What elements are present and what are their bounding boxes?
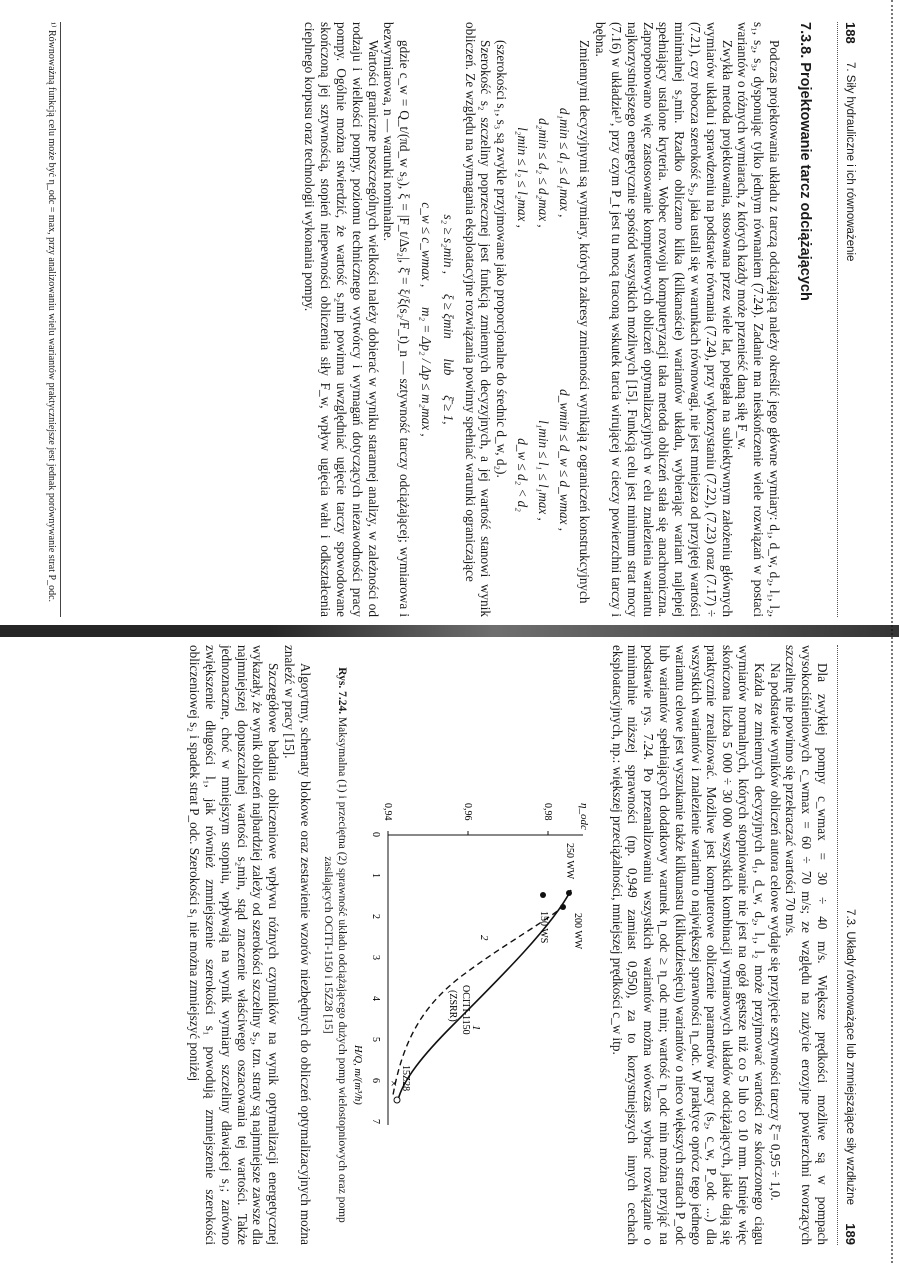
y-axis-label: η_odc	[577, 803, 590, 830]
curve-label: 150 WS	[537, 911, 549, 944]
y-tick-label: 0,98	[541, 803, 553, 821]
data-point	[394, 1097, 400, 1103]
figure-caption-label: Rys. 7.24.	[335, 667, 348, 715]
section-title: 7.3.8. Projektowanie tarcz odciążających	[797, 22, 813, 301]
x-tick-label: 4	[369, 996, 381, 1001]
right-running-header	[837, 645, 860, 1245]
equation: s₂ ≥ s₂min , ξ ≥ ξmin lub ξ̄ ≥ 1,	[440, 214, 456, 425]
left-page-number: 188	[843, 22, 858, 44]
left-paragraph: Szerokość s₂ szczeliny poprzecznej jest funkcją zmiennych decyzyjnych, a jej wartość stanowi wynik obliczeń. Ze względu na wymagania eksploatacyjne rozwiązania powinny spełniać warunki ograniczające	[462, 22, 494, 617]
curve-label: (ZSRR)	[446, 990, 458, 1022]
right-paragraph: Na podstawie wyników obliczeń autora celowe wydaje się przyjęcie sztywności tarczy ξ̄ = 0,95 ÷ 1,0.	[767, 663, 783, 1201]
x-tick-label: 2	[369, 914, 381, 919]
x-tick-label: 1	[369, 873, 381, 878]
curve-label: 1	[469, 1025, 482, 1031]
left-running-head: 7. Siły hydrauliczne i ich równoważenie	[844, 62, 856, 262]
book-gutter-shadow	[0, 625, 899, 637]
equation: d₂min ≤ d₂ ≤ d₂max ,	[535, 118, 551, 228]
left-paragraph: (szerokości s₁, s₃ są zwykle przyjmowane jako proporcjonalne do średnic d_w, d₂).	[494, 40, 510, 478]
curve-label: OCITI-1150	[459, 985, 471, 1035]
equation: d_wmin ≤ d_w ≤ d_wmax ,	[556, 389, 572, 532]
right-paragraph: Dla zwykłej pompy c_wmax = 30 ÷ 40 m/s. Większe prędkości możliwe są w pompach wysokociśnieniowych c_wmax = 60 ÷ 70 m/s; ze względu na zużycie erozyjne powierzchni tworzących szczelinę nie powinno się przekraczać wartości 70 m/s.	[783, 645, 830, 1245]
right-paragraph: Każda ze zmiennych decyzyjnych d₁, d_w, d₂, l₁, l₂ może przyjmować wartości ze skończonego ciągu wymiarów normalnych, których stopniowanie nie jest na ogół gęstsze niż co 5 lub co 10 mm. Istnieje więc skończona liczba 5 000 ÷ 30 000 wszystkich kombinacji wymiarowych układów odciążających, jakie dają się praktycznie zrealizować. Możliwe jest komputerowe obliczenie parametrów pracy (s₂, c_w, P_odc ...) dla wszystkich wariantów i znalezienie wariantu o największej sprawności η_odc. W praktyce oprócz tego jednego wariantu celowe jest wyszukanie także kilkunastu (kilkudziesięciu) wariantów o nieco większych stratach P_odc lub wariantów spełniających dodatkowy warunek η_odc ≥ η_odc min; wartość η_odc min można przyjąć na podstawie rys. 7.24. Po przeanalizowaniu wszystkich wariantów można wówczas wybrać rozwiązanie o minimalnie niższej sprawności (np. 0,949 zamiast 0,950), za to korzystniejszych innych cechach eksploatacyjnych, np.: większej przeciążalności, mniejszej prędkości c_w itp.	[609, 645, 767, 1245]
left-paragraph: Zwykła metoda projektowania, stosowana przez wiele lat, polegała na subiektywnym założeniu głównych wymiarów układu i sprawdzeniu na podstawie równania (7.24), przy wykorzystaniu (7.22), (7.23) oraz (7.17) ÷ (7.21), czy robocza szerokość s₂, jaka ustali się w warunkach równowagi, nie jest mniejsza od przyjętej wartości minimalnej s₂min. Rzadko obliczano kilka (kilkanaście) wariantów układu, wybierając wariant najlepiej spełniający ustalone kryteria. Wobec rozwoju komputeryzacji taka metoda obliczeń stała się anachroniczna. Zaproponowano więc zastosowanie komputerowych obliczeń optymalizacyjnych w celu znalezienia wariantu najkorzystniejszego energetycznie spośród wszystkich możliwych [15]. Funkcją celu jest minimum strat mocy (7.16) w układzie¹⁾, przy czym P_t jest tu mocą traconą wskutek tarcia wirującej w cieczy powierzchni tarczy i bębna.	[593, 22, 735, 617]
left-paragraph: Podczas projektowania układu z tarczą odciążającą należy określić jego główne wymiary: d₁, d_w, d₂, l₁, l₂, s₁, s₂, s₃, dysponując tylko jednym równaniem (7.24). Zadanie ma nieskończenie wiele rozwiązań w postaci wariantów o różnych wymiarach, z których każdy może przenieść daną siłę F_w.	[735, 22, 782, 617]
left-page	[45, 22, 860, 617]
efficiency-chart	[353, 645, 603, 1245]
footnote: ¹⁾ Równoważną funkcją celu może być η_odc = max, przy analizowaniu wielu wariantów praktyczniejsze jest jednak porównywanie strat P_odc.	[45, 22, 61, 617]
left-paragraph: Zmiennymi decyzyjnymi są wymiary, których zakresy zmienności wynikają z ograniczeń konstrukcyjnych	[577, 40, 593, 604]
x-tick-label: 5	[369, 1037, 381, 1042]
data-point	[540, 892, 546, 898]
x-axis-label: H/Q, m/(m³/h)	[352, 1045, 363, 1105]
y-tick-label: 0,96	[461, 803, 473, 821]
equation: d_w ≤ d₂ < d₂	[515, 438, 531, 512]
left-running-header	[837, 22, 860, 617]
right-paragraph: Algorytmy, schematy blokowe oraz zestawienie wzorów niezbędnych do obliczeń optymalizacyjnych można znaleźć w pracy [15].	[282, 645, 313, 1245]
equation-row	[535, 22, 551, 617]
right-running-head: 7.3. Układy równoważące lub zmniejszające siły wzdłużne	[844, 909, 856, 1205]
data-point-marker: ×	[386, 1080, 401, 1087]
x-tick-label: 0	[369, 832, 381, 837]
data-point	[566, 890, 572, 896]
right-body	[186, 645, 830, 1245]
curve-label: 15Z28	[399, 1065, 411, 1092]
curve-label: 250 WW	[563, 843, 575, 880]
curve-label: 200 WW	[571, 913, 583, 950]
y-tick-label: 0,94	[381, 803, 393, 821]
curve-label: 2	[477, 935, 490, 941]
equation-row	[514, 22, 530, 617]
x-tick-label: 6	[369, 1078, 381, 1083]
x-tick-label: 3	[369, 955, 381, 960]
x-tick-label: 7	[369, 1119, 381, 1124]
equation: l₂min ≤ l₂ ≤ l₂max ,	[515, 127, 531, 228]
right-page	[40, 645, 860, 1245]
right-page-number: 189	[843, 1223, 858, 1245]
equation: d₁min ≤ d₁ ≤ d₁max ,	[556, 107, 572, 218]
left-body	[302, 22, 782, 617]
equation-row	[556, 22, 572, 617]
right-paragraph: Szczegółowe badania obliczeniowe wpływu różnych czynników na wynik optymalizacji energetycznej wykazały, że wynik obliczeń najbardziej zależy od szerokości szczeliny s₂, tzn. straty są najmniejsze zawsze dla najmniejszej dopuszczalnej wartości s₂min, stąd znaczenie właściwego oszacowania tej wartości. Także jednoznaczne, choć w mniejszym stopniu, wpływają na wynik wymiary szczeliny dławiącej s₁; zarówno zwiększenie długości l₁, jak również zmniejszenie szerokości s₁ powodują zmniejszenie szerokości obliczeniowej s₂ i spadek strat P_odc. Szerokości s₁ nie można zmniejszyć poniżej	[187, 645, 282, 1245]
equation: c_w ≤ c_wmax , m₂ = Δp₂ / Δp ≤ m₂max ,	[419, 202, 435, 437]
figure-caption-text: Maksymalna (1) i przeciętna (2) sprawność układu odciążającego dużych pomp wielostopniowych oraz pomp zasilających OCITI-1150 i 15Z28 [15]	[321, 716, 348, 1223]
left-paragraph: Wartości graniczne poszczególnych wielkości należy dobierać w wyniku starannej analizy, w zależności od rodzaju i wielkości pompy, poziomu technicznego wytwórcy i wymagań dotyczących niezawodności pracy pompy. Ogólnie można stwierdzić, że wartość s₂min powinna uwzględniać ugięcie tarczy spowodowane skończoną jej sztywnością, stopień niepewności obliczenia siły F_w, wpływ ugięcia wału i odkształcenia cieplnego korpusu oraz technologii wykonania pompy.	[302, 22, 381, 617]
equation: l₁min ≤ l₁ ≤ l₁max ,	[535, 420, 551, 521]
data-point	[560, 904, 566, 910]
figure-caption	[321, 645, 349, 1245]
figure-7-24	[353, 645, 603, 1245]
left-paragraph: gdzie c_w = Q_t/(πd_w s₃), ξ = |F_t/Δs₂|, ξ̄ = ξ/ξ(s₂/F_t)_n — sztywność tarczy odciążającej; wymiarowa i bezwymiarowa, n — warunki nominalne.	[381, 22, 413, 617]
